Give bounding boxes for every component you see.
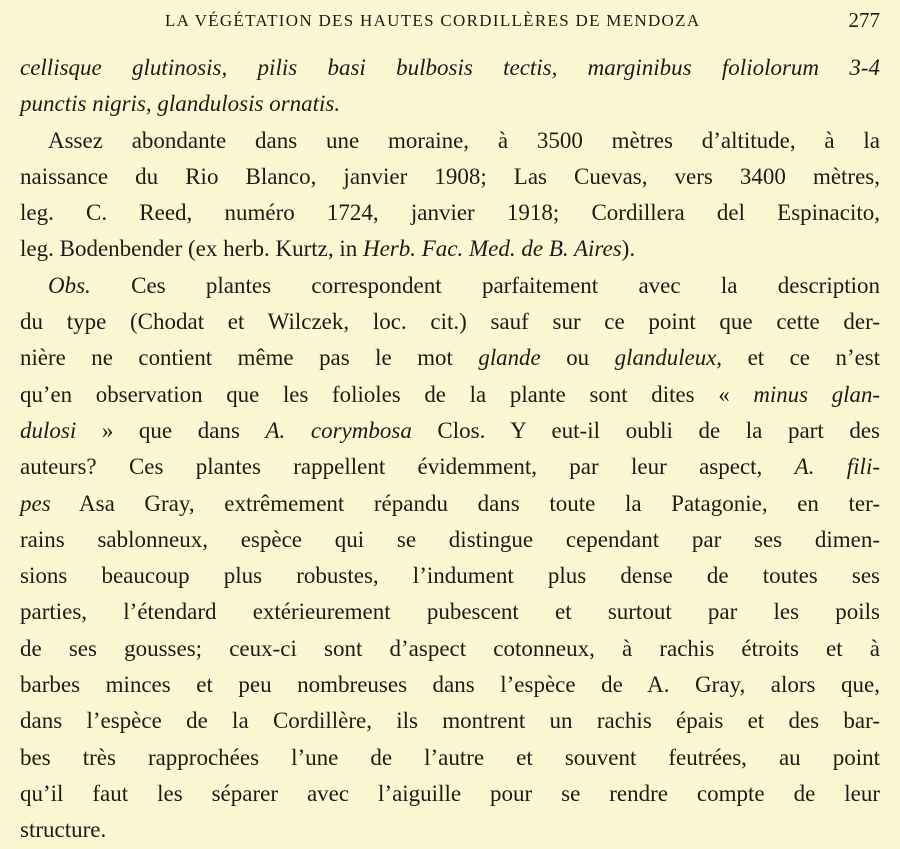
text-segment: » que dans	[76, 417, 266, 443]
italic-text: dulosi	[20, 417, 77, 443]
text-line	[20, 703, 880, 739]
text-line	[20, 740, 880, 776]
text-segment: leg. Bodenbender (ex herb. Kurtz, in	[20, 236, 363, 262]
text-line	[20, 486, 880, 522]
text-line	[20, 159, 880, 195]
text-line	[20, 776, 880, 812]
running-head	[20, 8, 880, 36]
text-segment: auteurs? Ces plantes rappellent évidemment, par leur aspect,	[20, 454, 795, 480]
text-line	[20, 231, 880, 267]
italic-text: pes	[20, 490, 51, 516]
text-segment: leg. C. Reed, numéro 1724, janvier 1918; Cordillera del Espinacito,	[20, 200, 880, 226]
text-line	[20, 50, 880, 86]
text-segment: ou	[540, 345, 615, 371]
text-line	[20, 340, 880, 376]
italic-text: A. corymbosa	[265, 417, 412, 443]
text-segment: rains sablonneux, espèce qui se distingue cependant par ses dimen-	[20, 526, 880, 552]
italic-text: cellisque glutinosis, pilis basi bulbosis tectis, marginibus foliolorum 3-4	[20, 55, 880, 80]
text-segment: structure.	[20, 817, 107, 843]
italic-text: glanduleux,	[614, 345, 723, 371]
text-line	[20, 558, 880, 594]
text-line	[20, 304, 880, 340]
text-segment: ).	[621, 236, 636, 262]
text-line	[20, 377, 880, 413]
italic-text: punctis nigris, glandulosis ornatis.	[20, 91, 341, 117]
italic-text: A. fili-	[794, 454, 880, 480]
text-segment: Clos. Y eut-il oubli de la part des	[411, 417, 880, 443]
text-line	[20, 667, 880, 703]
text-segment: qu’en observation que les folioles de la plante sont dites «	[20, 381, 754, 407]
text-line	[20, 594, 880, 630]
text-segment: parties, l’étendard extérieurement pubescent et surtout par les poils	[20, 599, 880, 625]
text-segment: Asa Gray, extrêmement répandu dans toute la Patagonie, en ter-	[50, 490, 880, 516]
italic-text: glande	[478, 345, 541, 371]
running-title: LA VÉGÉTATION DES HAUTES CORDILLÈRES DE MENDOZA	[165, 11, 701, 30]
text-segment: et ce n’est	[722, 345, 880, 371]
text-line	[20, 522, 880, 558]
body-text	[20, 50, 880, 849]
text-segment: sions beaucoup plus robustes, l’indument plus dense de toutes ses	[20, 563, 880, 589]
text-line	[20, 195, 880, 231]
text-line	[20, 123, 880, 159]
page-number: 277	[848, 8, 880, 32]
text-segment: Ces plantes correspondent parfaitement avec la description	[90, 272, 880, 298]
text-segment: barbes minces et peu nombreuses dans l’espèce de A. Gray, alors que,	[20, 672, 880, 698]
italic-text: minus glan-	[753, 381, 880, 407]
text-segment: Assez abondante dans une moraine, à 3500 mètres d’altitude, à la	[48, 127, 880, 153]
text-segment: de ses gousses; ceux-ci sont d’aspect cotonneux, à rachis étroits et à	[20, 635, 880, 661]
italic-text: Herb. Fac. Med. de B. Aires	[362, 236, 622, 262]
text-segment: bes très rapprochées l’une de l’autre et souvent feutrées, au point	[20, 744, 880, 770]
text-segment: du type (Chodat et Wilczek, loc. cit.) sauf sur ce point que cette der-	[20, 309, 880, 335]
text-segment: qu’il faut les séparer avec l’aiguille pour se rendre compte de leur	[20, 780, 880, 806]
text-line	[20, 86, 880, 122]
text-segment: naissance du Rio Blanco, janvier 1908; Las Cuevas, vers 3400 mètres,	[20, 163, 880, 189]
italic-text: Obs.	[48, 272, 91, 298]
text-line	[20, 812, 880, 848]
text-line	[20, 631, 880, 667]
text-line	[20, 449, 880, 485]
text-line	[20, 413, 880, 449]
text-segment: dans l’espèce de la Cordillère, ils montrent un rachis épais et des bar-	[20, 708, 880, 734]
text-segment: nière ne contient même pas le mot	[20, 345, 479, 371]
text-line	[20, 268, 880, 304]
